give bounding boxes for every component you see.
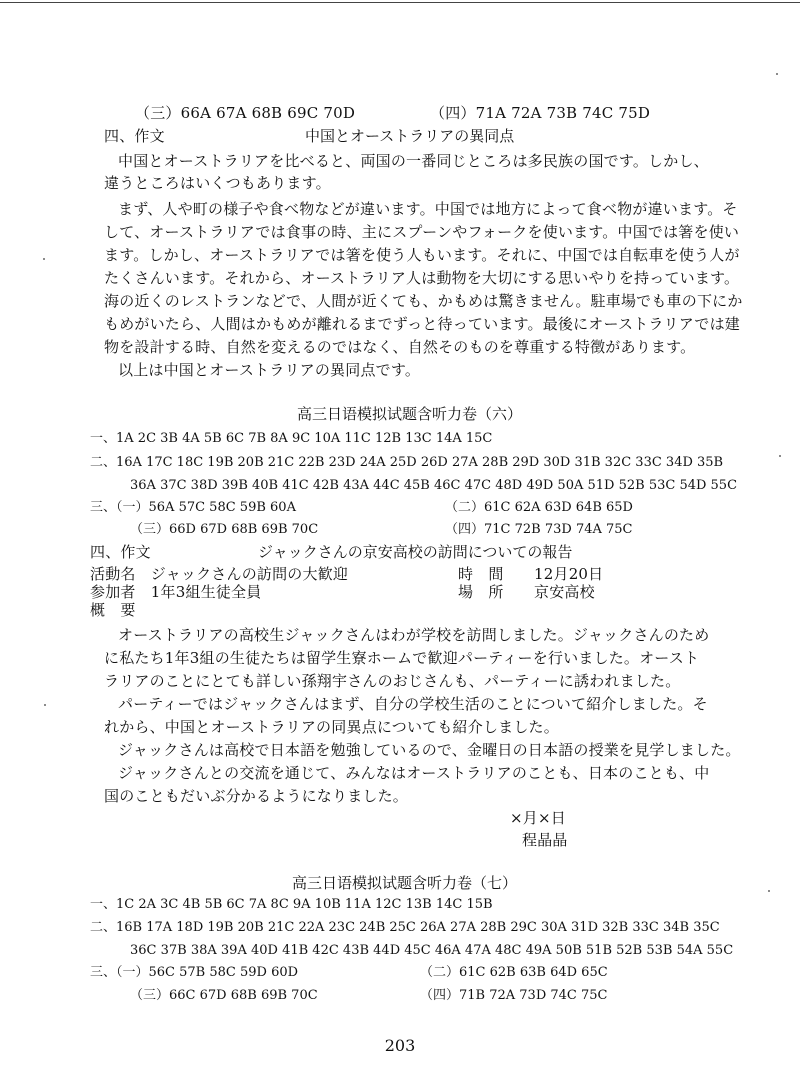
scan-speck bbox=[779, 455, 781, 457]
exam6-section2-answers: 二、16A 17C 18C 19B 20B 21C 22B 23D 24A 25D 26D 27A 28B 29D 30D 31B 32C 33C 34D 35B bbox=[90, 455, 724, 470]
essay-line: 違うところはいくつもあります。 bbox=[104, 174, 331, 192]
exam6-composition-label: 四、作文 bbox=[90, 543, 151, 561]
report-line: ジャックさんは高校で日本語を勉強しているので、金曜日の日本語の授業を見学しました。 bbox=[118, 741, 741, 759]
essay-line: 物を設計する時、自然を変えるのではなく、自然そのものを尊重する特徴があります。 bbox=[104, 338, 696, 356]
exam6-listening-4: （四）71C 72B 73D 74A 75C bbox=[445, 522, 633, 537]
exam7-section1-answers: 一、1C 2A 3C 4B 5B 6C 7A 8C 9A 10B 11A 12C 13B 14C 15B bbox=[90, 897, 493, 912]
report-participants: 参加者 1年3組生徒全員 bbox=[90, 583, 262, 601]
essay-line: まず、人や町の様子や食べ物などが違います。中国では地方によって食べ物が違います。そ bbox=[118, 200, 738, 218]
exam6-section1-answers: 一、1A 2C 3B 4A 5B 6C 7B 8A 9C 10A 11C 12B 13C 14A 15C bbox=[90, 431, 493, 446]
report-author: 程晶晶 bbox=[522, 831, 568, 849]
exam6-listening-2: （二）61C 62A 63D 64B 65D bbox=[445, 500, 633, 515]
exam7-listening-3: （三）66C 67D 68B 69B 70C bbox=[130, 988, 318, 1003]
essay-line: たくさんいます。それから、オーストラリア人は動物を大切にする思いやりを持っています。 bbox=[104, 269, 740, 287]
report-line: れから、中国とオーストラリアの同異点についても紹介しました。 bbox=[104, 718, 559, 736]
listening-3-answers: （三）66A 67A 68B 69C 70D bbox=[135, 104, 356, 122]
scan-speck bbox=[44, 704, 46, 706]
page-number: 203 bbox=[384, 1036, 416, 1055]
exam7-title: 高三日语模拟试题含听力卷（七） bbox=[292, 874, 518, 892]
essay-line: 中国とオーストラリアを比べると、両国の一番同じところは多民族の国です。しかし、 bbox=[118, 152, 709, 170]
top-border-rule bbox=[0, 2, 800, 3]
exam6-listening-3: （三）66D 67D 68B 69B 70C bbox=[130, 522, 319, 537]
report-line: に私たち1年3組の生徒たちは留学生寮ホームで歓迎パーティーを行いました。オースト bbox=[104, 649, 700, 667]
exam6-title: 高三日语模拟试题含听力卷（六） bbox=[297, 405, 523, 423]
essay-line: して、オーストラリアでは食事の時、主にスプーンやフォークを使います。中国では箸を使い bbox=[104, 223, 740, 241]
exam7-listening-2: （二）61C 62B 63B 64D 65C bbox=[420, 965, 608, 980]
report-line: ラリアのことにとても詳しい孫翔宇さんのおじさんも、パーティーに誘われました。 bbox=[104, 672, 681, 690]
report-time: 時 間 12月20日 bbox=[458, 565, 604, 583]
report-line: 国のこともだいぶ分かるようになりました。 bbox=[104, 787, 409, 805]
scan-speck bbox=[768, 890, 770, 892]
essay-line: ます。しかし、オーストラリアでは箸を使う人もいます。それに、中国では自転車を使う人が bbox=[104, 246, 740, 264]
report-line: ジャックさんとの交流を通じて、みんなはオーストラリアのことも、日本のことも、中 bbox=[118, 764, 710, 782]
report-date: ×月×日 bbox=[510, 809, 566, 827]
composition-title: 中国とオーストラリアの異同点 bbox=[305, 127, 515, 145]
report-overview-label: 概 要 bbox=[90, 601, 136, 619]
composition-label: 四、作文 bbox=[104, 127, 165, 145]
essay-line: 海の近くのレストランなどで、人間が近くても、かもめは驚きません。駐車場でも車の下にか bbox=[104, 292, 743, 310]
report-activity-name: 活動名 ジャックさんの訪問の大歓迎 bbox=[90, 565, 349, 583]
report-line: パーティーではジャックさんはまず、自分の学校生活のことについて紹介しました。そ bbox=[118, 695, 708, 713]
exam7-section2-answers: 二、16B 17A 18D 19B 20B 21C 22A 23C 24B 25C 26A 27A 28B 29C 30A 31D 32B 33C 34B 35C bbox=[90, 920, 720, 935]
essay-line: 以上は中国とオーストラリアの異同点です。 bbox=[118, 361, 421, 379]
scan-speck bbox=[776, 73, 778, 75]
listening-4-answers: （四）71A 72A 73B 74C 75D bbox=[430, 104, 651, 122]
exam7-listening-4: （四）71B 72A 73D 74C 75C bbox=[420, 988, 608, 1003]
exam6-listening-1: 三、（一）56A 57C 58C 59B 60A bbox=[90, 500, 296, 515]
exam7-listening-1: 三、（一）56C 57B 58C 59D 60D bbox=[90, 965, 299, 980]
essay-line: もめがいたら、人間はかもめが離れるまでずっと待っています。最後にオーストラリアでは建 bbox=[104, 315, 741, 333]
exam7-section2-answers-cont: 36C 37B 38A 39A 40D 41B 42C 43B 44D 45C 46A 47A 48C 49A 50B 51B 52B 53B 54A 55C bbox=[130, 943, 734, 958]
report-place: 場 所 京安高校 bbox=[458, 583, 595, 601]
scan-speck bbox=[43, 258, 45, 260]
exam6-section2-answers-cont: 36A 37C 38D 39B 40B 41C 42B 43A 44C 45B 46C 47C 48D 49D 50A 51D 52B 53C 54D 55C bbox=[130, 478, 738, 493]
report-line: オーストラリアの高校生ジャックさんはわが学校を訪問しました。ジャックさんのため bbox=[118, 626, 710, 644]
exam6-composition-title: ジャックさんの京安高校の訪問についての報告 bbox=[258, 543, 573, 561]
